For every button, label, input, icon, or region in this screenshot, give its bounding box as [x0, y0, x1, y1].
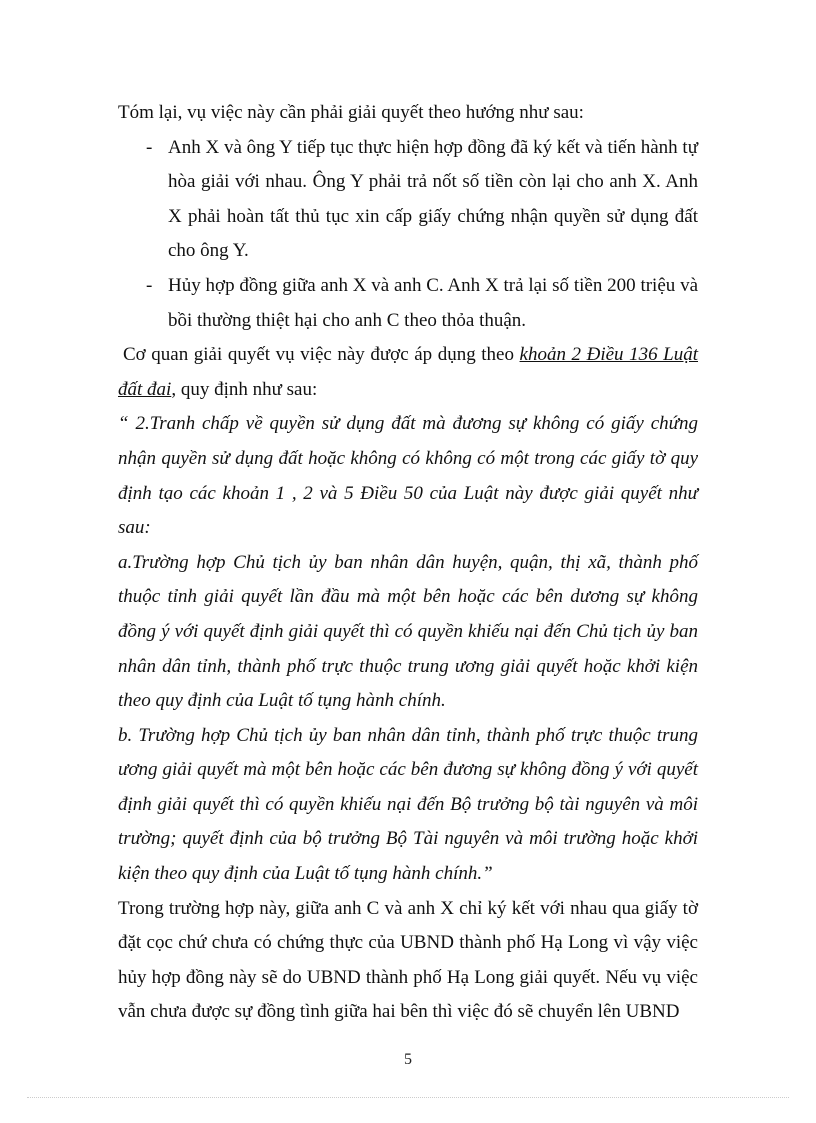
bullet-dash: -	[146, 274, 153, 296]
applicable-law-prefix: Cơ quan giải quyết vụ việc này được áp dụng theo	[123, 344, 520, 366]
law-reference-link[interactable]: khoản 2 Điều 136 Luật đất đai	[118, 344, 699, 400]
page-number: 5	[404, 1051, 412, 1068]
resolution-item-text: Hủy hợp đồng giữa anh X và anh C. Anh X trả lại số tiền 200 triệu và bồi thường thiệt hại cho anh C theo thỏa thuận.	[168, 274, 698, 331]
applicable-law-paragraph	[118, 338, 698, 407]
applicable-law-suffix: , quy định như sau:	[171, 378, 318, 400]
conclusion-paragraph: Trong trường hợp này, giữa anh C và anh X chỉ ký kết với nhau qua giấy tờ đặt cọc chứ chưa có chứng thực của UBND thành phố Hạ Long vì vậy việc hủy hợp đồng này sẽ do UBND thành phố Hạ Long giải quyết. Nếu vụ việc vẫn chưa được sự đồng tình giữa hai bên thì việc đó sẽ chuyển lên UBND	[118, 897, 698, 1023]
document-body	[118, 96, 698, 1030]
page-bottom-divider	[27, 1097, 789, 1098]
summary-intro: Tóm lại, vụ việc này cần phải giải quyết theo hướng như sau:	[118, 102, 584, 123]
resolution-item-text: Anh X và ông Y tiếp tục thực hiện hợp đồng đã ký kết và tiến hành tự hòa giải với nhau. Ông Y phải trả nốt số tiền còn lại cho anh X. Anh X phải hoàn tất thủ tục xin cấp giấy chứng nhận quyền sử dụng đất cho ông Y.	[168, 136, 698, 262]
quoted-law-clause-b: b. Trường hợp Chủ tịch ủy ban nhân dân tỉnh, thành phố trực thuộc trung ương giải quyết mà một bên hoặc các bên đương sự không đồng ý với quyết định giải quyết thì có quyền khiếu nại đến Bộ trưởng bộ tài nguyên và môi trường; quyết định của bộ trưởng Bộ Tài nguyên và môi trường hoặc khởi kiện theo quy định của Luật tố tụng hành chính.”	[118, 724, 698, 885]
quoted-law-intro: “ 2.Tranh chấp về quyền sử dụng đất mà đương sự không có giấy chứng nhận quyền sử dụng đất hoặc không có không có một trong các giấy tờ quy định tạo các khoản 1 , 2 và 5 Điều 50 của Luật này được giải quyết như sau:	[118, 413, 698, 539]
resolution-item-2	[118, 269, 698, 338]
quoted-law-clause-a: a.Trường hợp Chủ tịch ủy ban nhân dân huyện, quận, thị xã, thành phố thuộc tỉnh giải quyết lần đầu mà một bên hoặc các bên dương sự không đồng ý với quyết định giải quyết thì có quyền khiếu nại đến Chủ tịch ủy ban nhân dân tỉnh, thành phố trực thuộc trung ương giải quyết hoặc khởi kiện theo quy định của Luật tố tụng hành chính.	[118, 551, 698, 712]
resolution-item-1	[118, 131, 698, 269]
resolution-list	[118, 131, 698, 339]
bullet-dash: -	[146, 136, 153, 158]
